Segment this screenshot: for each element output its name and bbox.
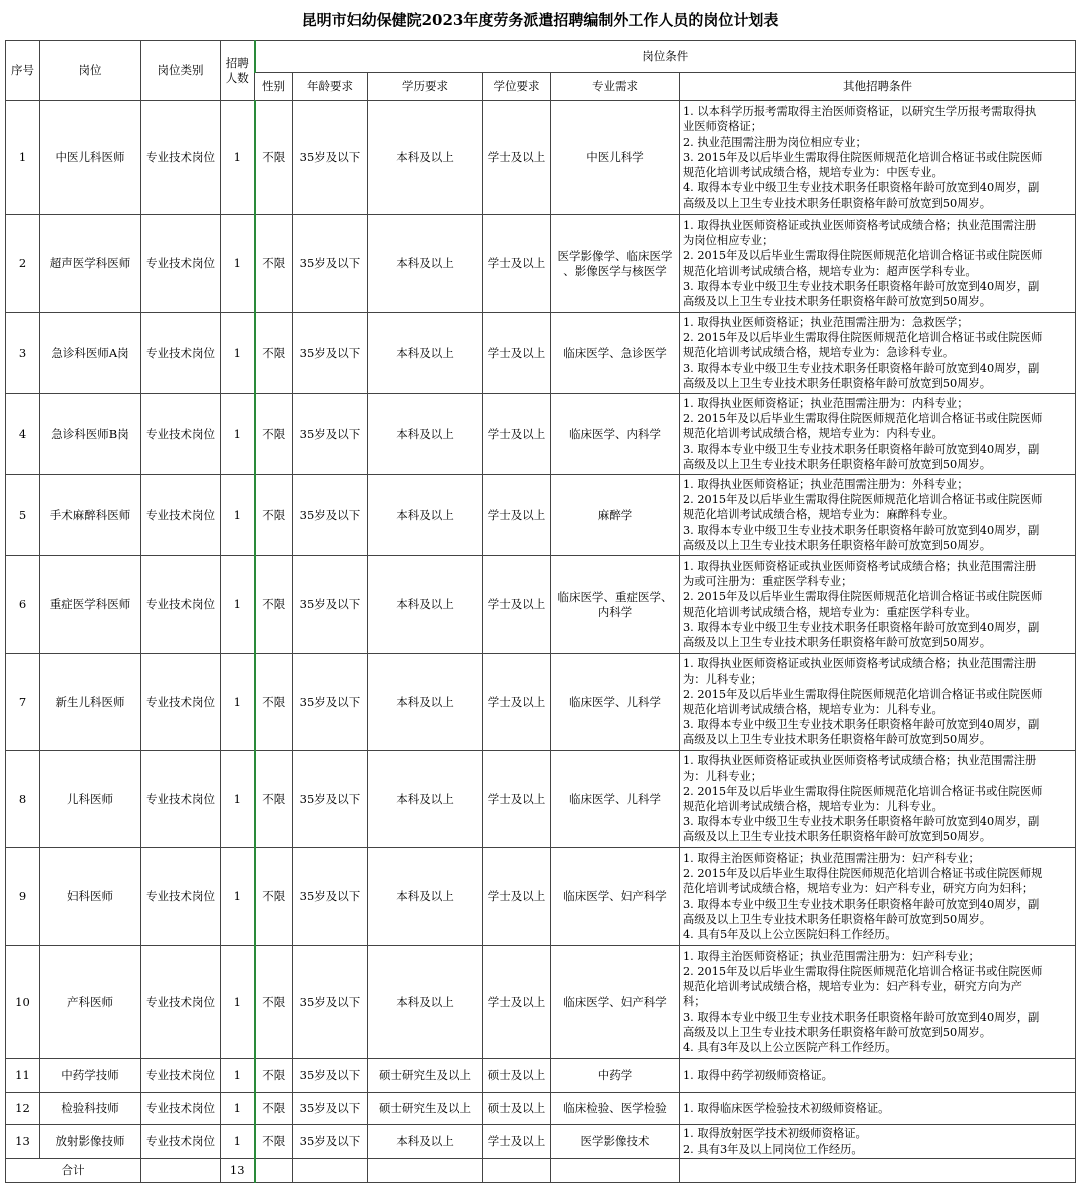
- cell-seq: 10: [6, 946, 40, 1059]
- cell-other-conditions: [680, 556, 1076, 654]
- table-row: [6, 215, 1076, 313]
- cell-post: 产科医师: [40, 946, 141, 1059]
- cell-post: 新生儿科医师: [40, 654, 141, 751]
- condition-line: 1. 取得执业医师资格证或执业医师资格考试成绩合格；执业范围需注册: [683, 559, 1037, 573]
- condition-line: 3. 取得本专业中级卫生专业技术职务任职资格年龄可放宽到40周岁，副: [683, 279, 1040, 293]
- cell-age: 35岁及以下: [293, 394, 368, 475]
- condition-line: 规范化培训考试成绩合格，规培专业为：中医专业。: [683, 166, 943, 180]
- cell-category: 专业技术岗位: [141, 751, 221, 848]
- cell-post: 急诊科医师B岗: [40, 394, 141, 475]
- condition-line: 规范化培训考试成绩合格，规培专业为：超声医学科专业。: [683, 264, 977, 278]
- condition-line: 为：儿科专业；: [683, 672, 763, 686]
- cell-education: 硕士研究生及以上: [368, 1093, 483, 1125]
- table-row: [6, 946, 1076, 1059]
- cell-gender: 不限: [255, 751, 293, 848]
- condition-line: 2. 具有3年及以上同岗位工作经历。: [683, 1142, 863, 1156]
- total-empty-cell: [680, 1159, 1076, 1183]
- cell-seq: 8: [6, 751, 40, 848]
- header-seq: 序号: [6, 41, 40, 101]
- cell-other-conditions: [680, 475, 1076, 556]
- cell-post: 检验科技师: [40, 1093, 141, 1125]
- cell-age: 35岁及以下: [293, 946, 368, 1059]
- cell-other-conditions: [680, 654, 1076, 751]
- cell-degree: 学士及以上: [483, 556, 551, 654]
- condition-line: 1. 取得执业医师资格证或执业医师资格考试成绩合格；执业范围需注册: [683, 218, 1037, 232]
- major-line: 麻醉学: [597, 507, 633, 522]
- cell-major: [551, 654, 680, 751]
- condition-line: 高级及以上卫生专业技术职务任职资格年龄可放宽到50周岁。: [683, 294, 992, 308]
- total-empty-cell: [293, 1159, 368, 1183]
- major-line: 临床医学、急诊医学: [563, 345, 667, 360]
- cell-category: 专业技术岗位: [141, 475, 221, 556]
- major-line: 、影像医学与核医学: [563, 263, 667, 278]
- cell-degree: 学士及以上: [483, 475, 551, 556]
- header-post: 岗位: [40, 41, 141, 101]
- cell-age: 35岁及以下: [293, 1093, 368, 1125]
- condition-line: 1. 以本科学历报考需取得主治医师资格证，以研究生学历报考需取得执: [683, 105, 1037, 119]
- major-line: 中药学: [597, 1068, 633, 1082]
- condition-line: 高级及以上卫生专业技术职务任职资格年龄可放宽到50周岁。: [683, 538, 992, 552]
- cell-gender: 不限: [255, 654, 293, 751]
- cell-major: [551, 556, 680, 654]
- table-row: [6, 475, 1076, 556]
- cell-post: 儿科医师: [40, 751, 141, 848]
- cell-age: 35岁及以下: [293, 101, 368, 215]
- header-row-1: [6, 41, 1076, 73]
- condition-line: 2. 2015年及以后毕业生需取得住院医师规范化培训合格证书或住院医师: [683, 493, 1043, 507]
- condition-line: 3. 取得本专业中级卫生专业技术职务任职资格年龄可放宽到40周岁，副: [683, 523, 1040, 537]
- cell-education: 本科及以上: [368, 556, 483, 654]
- cell-age: 35岁及以下: [293, 215, 368, 313]
- cell-count: 1: [221, 556, 255, 654]
- cell-major: [551, 313, 680, 394]
- cell-degree: 硕士及以上: [483, 1093, 551, 1125]
- cell-gender: 不限: [255, 1125, 293, 1159]
- condition-line: 2. 2015年及以后毕业生需取得住院医师规范化培训合格证书或住院医师: [683, 249, 1043, 263]
- cell-education: 本科及以上: [368, 751, 483, 848]
- cell-other-conditions: [680, 394, 1076, 475]
- condition-line: 2. 2015年及以后毕业生需取得住院医师规范化培训合格证书或住院医师: [683, 331, 1043, 345]
- condition-line: 3. 取得本专业中级卫生专业技术职务任职资格年龄可放宽到40周岁，副: [683, 815, 1040, 829]
- cell-category: 专业技术岗位: [141, 556, 221, 654]
- cell-gender: 不限: [255, 1093, 293, 1125]
- cell-other-conditions: [680, 313, 1076, 394]
- total-label: 合计: [6, 1159, 141, 1183]
- condition-line: 2. 2015年及以后毕业生需取得住院医师规范化培训合格证书或住院医师: [683, 784, 1043, 798]
- cell-degree: 学士及以上: [483, 394, 551, 475]
- cell-post: 手术麻醉科医师: [40, 475, 141, 556]
- condition-line: 4. 具有3年及以上公立医院产科工作经历。: [683, 1041, 897, 1054]
- condition-line: 4. 取得本专业中级卫生专业技术职务任职资格年龄可放宽到40周岁，副: [683, 181, 1040, 195]
- condition-line: 为或可注册为：重症医学科专业；: [683, 575, 853, 589]
- header-category: 岗位类别: [141, 41, 221, 101]
- cell-gender: 不限: [255, 101, 293, 215]
- total-empty-cell: [368, 1159, 483, 1183]
- condition-line: 3. 取得本专业中级卫生专业技术职务任职资格年龄可放宽到40周岁，副: [683, 1010, 1040, 1024]
- condition-line: 为：儿科专业；: [683, 769, 763, 783]
- total-count: 13: [221, 1159, 255, 1183]
- cell-education: 本科及以上: [368, 654, 483, 751]
- major-line: 临床医学、妇产科学: [563, 994, 667, 1009]
- major-line: 医学影像学、临床医学: [557, 248, 673, 263]
- total-empty-cell: [551, 1159, 680, 1183]
- header-age: 年龄要求: [293, 73, 368, 101]
- cell-gender: 不限: [255, 946, 293, 1059]
- condition-line: 规范化培训考试成绩合格，规培专业为：儿科专业。: [683, 800, 943, 813]
- cell-category: 专业技术岗位: [141, 313, 221, 394]
- cell-age: 35岁及以下: [293, 751, 368, 848]
- header-major: 专业需求: [551, 73, 680, 101]
- condition-line: 规范化培训考试成绩合格，规培专业为：急诊科专业。: [683, 346, 955, 360]
- cell-category: 专业技术岗位: [141, 848, 221, 946]
- cell-age: 35岁及以下: [293, 475, 368, 556]
- condition-line: 3. 取得本专业中级卫生专业技术职务任职资格年龄可放宽到40周岁，副: [683, 897, 1040, 911]
- cell-category: 专业技术岗位: [141, 1059, 221, 1093]
- condition-line: 高级及以上卫生专业技术职务任职资格年龄可放宽到50周岁。: [683, 457, 992, 471]
- cell-education: 本科及以上: [368, 848, 483, 946]
- cell-age: 35岁及以下: [293, 848, 368, 946]
- major-line: 临床医学、重症医学、: [557, 589, 673, 604]
- cell-gender: 不限: [255, 475, 293, 556]
- major-line: 内科学: [597, 604, 633, 619]
- cell-gender: 不限: [255, 848, 293, 946]
- document-title: 昆明市妇幼保健院2023年度劳务派遣招聘编制外工作人员的岗位计划表: [301, 11, 779, 29]
- condition-line: 1. 取得放射医学技术初级师资格证。: [683, 1127, 867, 1141]
- cell-other-conditions: [680, 946, 1076, 1059]
- table-row: [6, 1093, 1076, 1125]
- cell-major: [551, 215, 680, 313]
- cell-category: 专业技术岗位: [141, 1093, 221, 1125]
- cell-count: 1: [221, 848, 255, 946]
- cell-seq: 7: [6, 654, 40, 751]
- cell-education: 硕士研究生及以上: [368, 1059, 483, 1093]
- cell-age: 35岁及以下: [293, 1125, 368, 1159]
- major-line: 临床医学、妇产科学: [563, 889, 667, 903]
- cell-education: 本科及以上: [368, 475, 483, 556]
- cell-education: 本科及以上: [368, 215, 483, 313]
- recruitment-table: [5, 40, 1076, 1183]
- cell-major: [551, 475, 680, 556]
- cell-gender: 不限: [255, 215, 293, 313]
- condition-line: 1. 取得执业医师资格证；执业范围需注册为：急救医学；: [683, 315, 969, 329]
- cell-degree: 学士及以上: [483, 101, 551, 215]
- major-line: 临床医学、儿科学: [569, 694, 661, 709]
- cell-degree: 学士及以上: [483, 215, 551, 313]
- cell-seq: 13: [6, 1125, 40, 1159]
- cell-seq: 12: [6, 1093, 40, 1125]
- cell-post: 超声医学科医师: [40, 215, 141, 313]
- cell-major: [551, 848, 680, 946]
- condition-line: 1. 取得执业医师资格证；执业范围需注册为：内科专业；: [683, 396, 969, 410]
- cell-seq: 2: [6, 215, 40, 313]
- condition-line: 高级及以上卫生专业技术职务任职资格年龄可放宽到50周岁。: [683, 1025, 992, 1039]
- cell-education: 本科及以上: [368, 946, 483, 1059]
- header-other: 其他招聘条件: [680, 73, 1076, 101]
- cell-count: 1: [221, 946, 255, 1059]
- cell-major: [551, 101, 680, 215]
- major-line: 医学影像技术: [580, 1134, 650, 1148]
- cell-category: 专业技术岗位: [141, 101, 221, 215]
- header-count-line2: 人数: [225, 70, 249, 85]
- header-count: [221, 41, 255, 101]
- cell-category: 专业技术岗位: [141, 215, 221, 313]
- table-row: [6, 101, 1076, 215]
- table-row: [6, 751, 1076, 848]
- condition-line: 高级及以上卫生专业技术职务任职资格年龄可放宽到50周岁。: [683, 733, 992, 747]
- cell-major: [551, 1125, 680, 1159]
- cell-age: 35岁及以下: [293, 313, 368, 394]
- header-gender: 性别: [255, 73, 293, 101]
- table-row: [6, 556, 1076, 654]
- condition-line: 2. 2015年及以后毕业生需取得住院医师规范化培训合格证书或住院医师: [683, 964, 1043, 978]
- cell-other-conditions: [680, 1059, 1076, 1093]
- condition-line: 1. 取得临床医学检验技术初级师资格证。: [683, 1101, 890, 1115]
- condition-line: 2. 执业范围需注册为岗位相应专业；: [683, 135, 867, 149]
- cell-seq: 9: [6, 848, 40, 946]
- condition-line: 规范化培训考试成绩合格，规培专业为：重症医学科专业。: [683, 605, 977, 619]
- cell-degree: 学士及以上: [483, 848, 551, 946]
- condition-line: 3. 取得本专业中级卫生专业技术职务任职资格年龄可放宽到40周岁，副: [683, 442, 1040, 456]
- cell-major: [551, 1059, 680, 1093]
- condition-line: 高级及以上卫生专业技术职务任职资格年龄可放宽到50周岁。: [683, 912, 992, 926]
- major-line: 临床医学、儿科学: [569, 791, 661, 806]
- condition-line: 1. 取得主治医师资格证；执业范围需注册为：妇产科专业；: [683, 949, 980, 963]
- cell-other-conditions: [680, 1093, 1076, 1125]
- cell-post: 妇科医师: [40, 848, 141, 946]
- condition-line: 3. 取得本专业中级卫生专业技术职务任职资格年龄可放宽到40周岁，副: [683, 620, 1040, 634]
- cell-other-conditions: [680, 215, 1076, 313]
- condition-line: 2. 2015年及以后毕业生取得住院医师规范化培训合格证书或住院医师规: [683, 867, 1043, 881]
- condition-line: 高级及以上卫生专业技术职务任职资格年龄可放宽到50周岁。: [683, 830, 992, 844]
- cell-gender: 不限: [255, 556, 293, 654]
- major-line: 中医儿科学: [586, 150, 644, 164]
- cell-other-conditions: [680, 751, 1076, 848]
- cell-seq: 11: [6, 1059, 40, 1093]
- cell-gender: 不限: [255, 1059, 293, 1093]
- cell-count: 1: [221, 654, 255, 751]
- cell-count: 1: [221, 1125, 255, 1159]
- condition-line: 规范化培训考试成绩合格，规培专业为：妇产科专业，研究方向为产: [683, 980, 1022, 994]
- cell-education: 本科及以上: [368, 313, 483, 394]
- cell-seq: 6: [6, 556, 40, 654]
- cell-category: 专业技术岗位: [141, 394, 221, 475]
- condition-line: 3. 取得本专业中级卫生专业技术职务任职资格年龄可放宽到40周岁，副: [683, 361, 1040, 375]
- table-row: [6, 1125, 1076, 1159]
- cell-post: 中药学技师: [40, 1059, 141, 1093]
- cell-other-conditions: [680, 848, 1076, 946]
- table-row: [6, 848, 1076, 946]
- condition-line: 3. 2015年及以后毕业生需取得住院医师规范化培训合格证书或住院医师: [683, 150, 1043, 164]
- header-degree: 学位要求: [483, 73, 551, 101]
- cell-degree: 学士及以上: [483, 1125, 551, 1159]
- cell-degree: 学士及以上: [483, 751, 551, 848]
- cell-gender: 不限: [255, 313, 293, 394]
- total-row: [6, 1159, 1076, 1183]
- cell-count: 1: [221, 313, 255, 394]
- cell-major: [551, 751, 680, 848]
- cell-other-conditions: [680, 101, 1076, 215]
- cell-degree: 硕士及以上: [483, 1059, 551, 1093]
- condition-line: 3. 取得本专业中级卫生专业技术职务任职资格年龄可放宽到40周岁，副: [683, 718, 1040, 732]
- cell-education: 本科及以上: [368, 1125, 483, 1159]
- cell-count: 1: [221, 1093, 255, 1125]
- total-empty-cell: [141, 1159, 221, 1183]
- header-count-line1: 招聘: [225, 55, 249, 70]
- cell-education: 本科及以上: [368, 101, 483, 215]
- cell-post: 放射影像技师: [40, 1125, 141, 1159]
- condition-line: 高级及以上卫生专业技术职务任职资格年龄可放宽到50周岁。: [683, 376, 992, 390]
- table-row: [6, 394, 1076, 475]
- header-education: 学历要求: [368, 73, 483, 101]
- cell-count: 1: [221, 394, 255, 475]
- condition-line: 范化培训考试成绩合格，规培专业为：妇产科专业，研究方向为妇科；: [683, 882, 1034, 896]
- condition-line: 科；: [683, 995, 706, 1009]
- condition-line: 高级及以上卫生专业技术职务任职资格年龄可放宽到50周岁。: [683, 635, 992, 649]
- major-line: 临床医学、内科学: [569, 426, 661, 441]
- cell-post: 中医儿科医师: [40, 101, 141, 215]
- condition-line: 规范化培训考试成绩合格，规培专业为：内科专业。: [683, 427, 943, 441]
- cell-major: [551, 946, 680, 1059]
- cell-degree: 学士及以上: [483, 654, 551, 751]
- condition-line: 1. 取得主治医师资格证；执业范围需注册为：妇产科专业；: [683, 851, 980, 865]
- condition-line: 1. 取得执业医师资格证；执业范围需注册为：外科专业；: [683, 477, 969, 491]
- cell-major: [551, 394, 680, 475]
- cell-education: 本科及以上: [368, 394, 483, 475]
- cell-post: 重症医学科医师: [40, 556, 141, 654]
- cell-degree: 学士及以上: [483, 946, 551, 1059]
- condition-line: 规范化培训考试成绩合格，规培专业为：麻醉科专业。: [683, 508, 955, 522]
- condition-line: 2. 2015年及以后毕业生需取得住院医师规范化培训合格证书或住院医师: [683, 412, 1043, 426]
- condition-line: 业医师资格证；: [683, 120, 763, 134]
- cell-category: 专业技术岗位: [141, 654, 221, 751]
- condition-line: 高级及以上卫生专业技术职务任职资格年龄可放宽到50周岁。: [683, 196, 992, 210]
- condition-line: 1. 取得执业医师资格证或执业医师资格考试成绩合格；执业范围需注册: [683, 754, 1037, 768]
- cell-count: 1: [221, 101, 255, 215]
- table-row: [6, 313, 1076, 394]
- cell-count: 1: [221, 751, 255, 848]
- major-line: 临床检验、医学检验: [563, 1101, 667, 1115]
- table-row: [6, 654, 1076, 751]
- cell-age: 35岁及以下: [293, 556, 368, 654]
- cell-other-conditions: [680, 1125, 1076, 1159]
- cell-degree: 学士及以上: [483, 313, 551, 394]
- header-conditions: 岗位条件: [255, 41, 1076, 73]
- condition-line: 1. 取得执业医师资格证或执业医师资格考试成绩合格；执业范围需注册: [683, 657, 1037, 671]
- cell-major: [551, 1093, 680, 1125]
- cell-count: 1: [221, 215, 255, 313]
- total-empty-cell: [483, 1159, 551, 1183]
- total-empty-cell: [255, 1159, 293, 1183]
- cell-age: 35岁及以下: [293, 1059, 368, 1093]
- cell-count: 1: [221, 1059, 255, 1093]
- condition-line: 规范化培训考试成绩合格，规培专业为：儿科专业。: [683, 703, 943, 716]
- condition-line: 2. 2015年及以后毕业生需取得住院医师规范化培训合格证书或住院医师: [683, 687, 1043, 701]
- cell-age: 35岁及以下: [293, 654, 368, 751]
- condition-line: 2. 2015年及以后毕业生需取得住院医师规范化培训合格证书或住院医师: [683, 590, 1043, 604]
- cell-seq: 1: [6, 101, 40, 215]
- cell-category: 专业技术岗位: [141, 946, 221, 1059]
- cell-count: 1: [221, 475, 255, 556]
- cell-gender: 不限: [255, 394, 293, 475]
- condition-line: 4. 具有5年及以上公立医院妇科工作经历。: [683, 927, 897, 941]
- cell-post: 急诊科医师A岗: [40, 313, 141, 394]
- condition-line: 为岗位相应专业；: [683, 234, 774, 248]
- cell-seq: 5: [6, 475, 40, 556]
- cell-seq: 3: [6, 313, 40, 394]
- cell-category: 专业技术岗位: [141, 1125, 221, 1159]
- condition-line: 1. 取得中药学初级师资格证。: [683, 1068, 833, 1082]
- cell-seq: 4: [6, 394, 40, 475]
- table-row: [6, 1059, 1076, 1093]
